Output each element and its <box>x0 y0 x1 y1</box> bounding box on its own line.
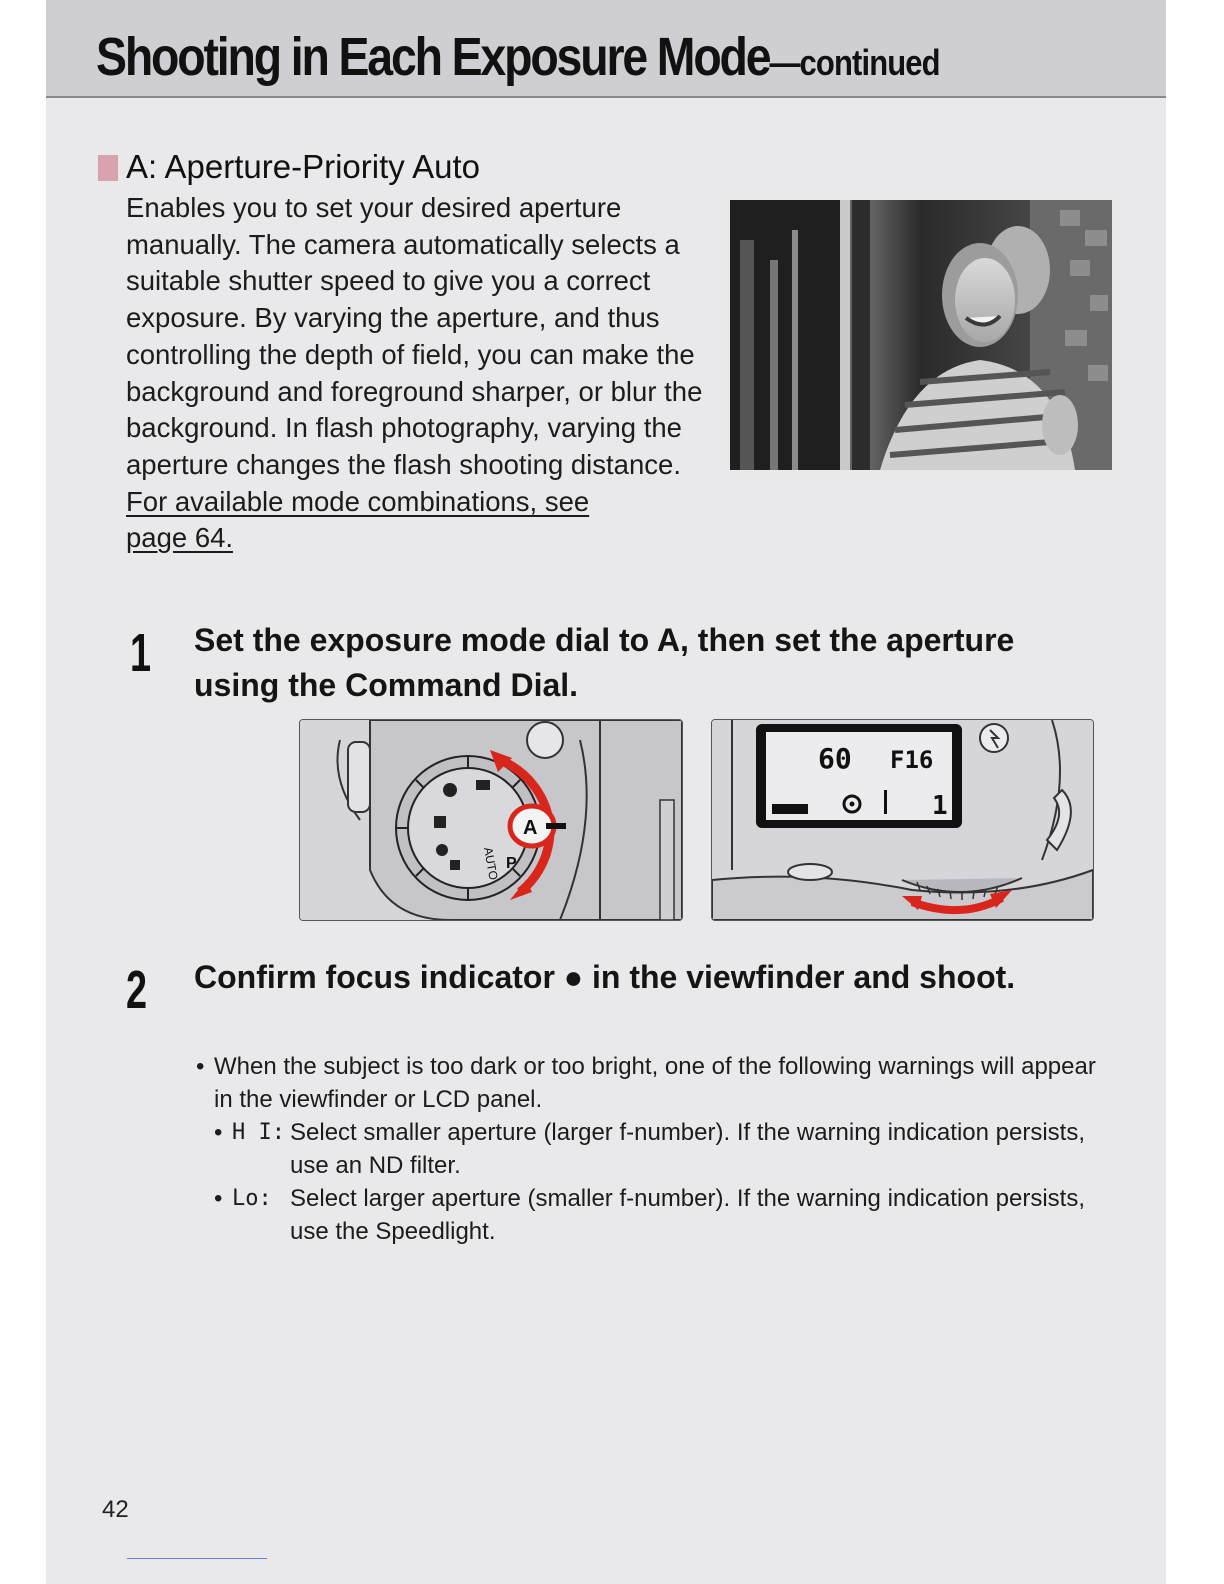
section-description: Enables you to set your desired aperture manually. The camera automatically selects a suitable shutter speed to give you a correct exposure. By varying the aperture, and thus controlling the depth of field, you can make the background and foreground sharper, or blur the background. In flash photography, varying the aperture changes the flash shooting distance. <box>126 192 703 480</box>
step-1-number: 1 <box>130 623 152 683</box>
section-body <box>126 190 736 557</box>
title-continued: —continued <box>769 42 940 83</box>
section-title: A: Aperture-Priority Auto <box>126 148 480 185</box>
portrait-illustration <box>730 200 1112 470</box>
warning-intro: • When the subject is too dark or too bright, one of the following warnings will appear in the viewfinder or LCD panel. <box>196 1050 1096 1116</box>
lcd-shutter-speed: 60 <box>818 742 852 775</box>
warning-item-hi: • H I: Select smaller aperture (larger f-number). If the warning indication persists, use an ND filter. <box>196 1116 1096 1182</box>
page-title: Shooting in Each Exposure Mode—continued <box>96 27 940 87</box>
lcd-frame-counter: 1 <box>932 791 948 821</box>
step-2-instruction: Confirm focus indicator ● in the viewfinder and shoot. <box>194 959 1016 995</box>
mode-dial-figure <box>299 719 683 921</box>
dial-p-mark: P <box>506 855 517 872</box>
step-1-instruction: Set the exposure mode dial to A, then set the aperture using the Command Dial. <box>194 622 1015 703</box>
focus-indicator-dot: ● <box>563 959 584 995</box>
sample-photo <box>730 200 1112 470</box>
page-header <box>46 0 1166 98</box>
warning-item-lo: • Lo: Select larger aperture (smaller f-number). If the warning indication persists, use the Speedlight. <box>196 1182 1096 1248</box>
section-marker <box>98 155 118 181</box>
lcd-panel-illustration <box>712 720 1093 920</box>
lcd-aperture-value: F16 <box>890 746 934 774</box>
warning-notes <box>196 1050 1096 1248</box>
page-64-link[interactable]: For available mode combinations, see page 64. <box>126 485 590 554</box>
page-number: 42 <box>102 1496 129 1523</box>
mode-dial-illustration <box>300 720 682 920</box>
step-2-number: 2 <box>126 960 148 1020</box>
lcd-panel-figure <box>711 719 1094 921</box>
warning-code-hi: H I: <box>232 1120 285 1145</box>
warning-code-lo: Lo: <box>232 1186 272 1211</box>
dial-auto-mark: AUTO <box>481 846 501 882</box>
mode-a-label: A <box>656 622 681 658</box>
dial-a-mark: A <box>523 817 538 839</box>
footer-rule <box>127 1558 267 1559</box>
